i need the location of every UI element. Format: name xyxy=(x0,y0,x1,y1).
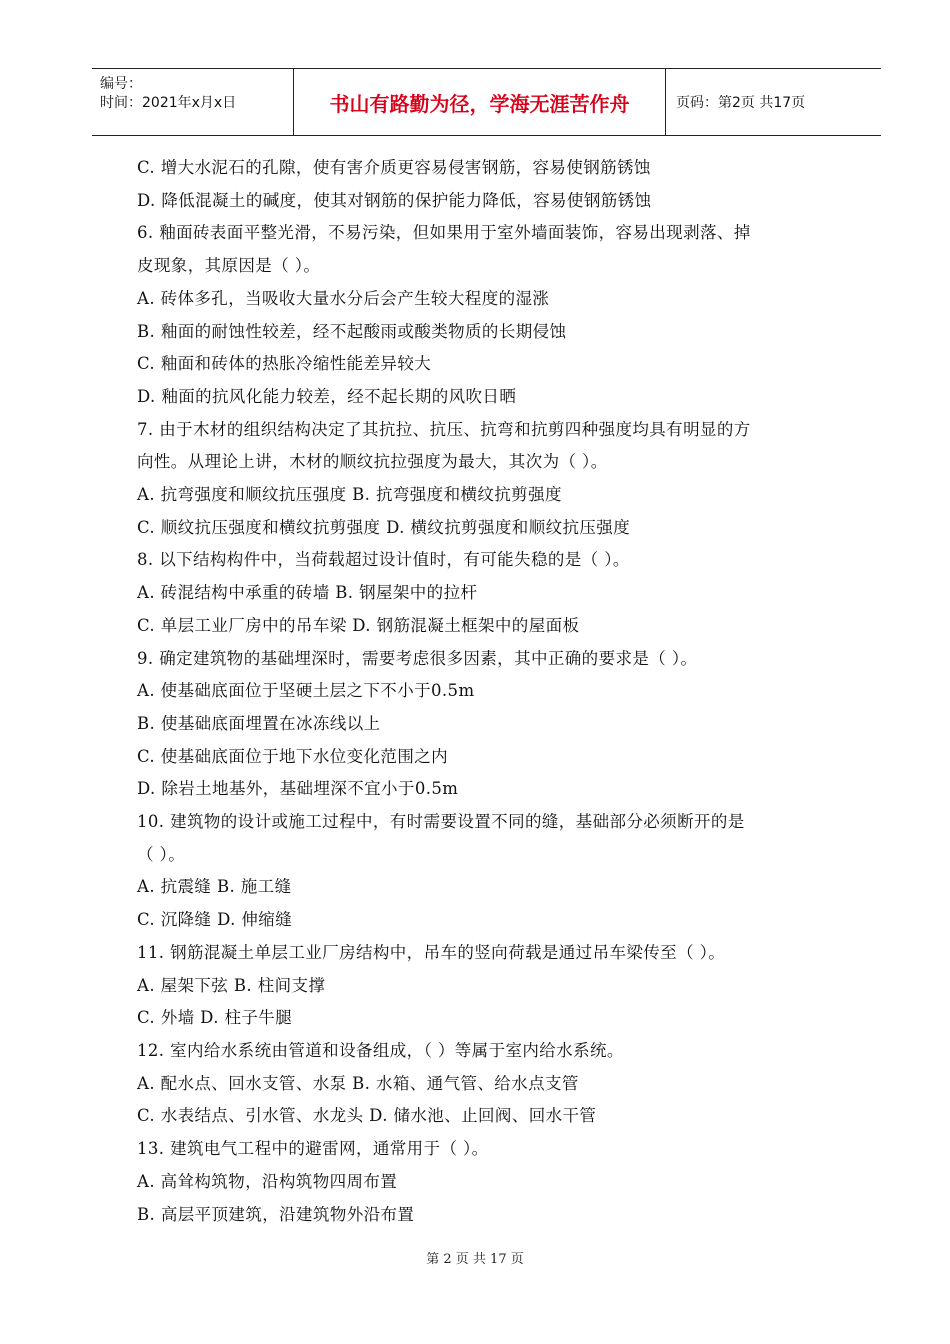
text-line: D. 除岩土地基外，基础埋深不宜小于0.5m xyxy=(137,779,459,799)
text-line: A. 高耸构筑物，沿构筑物四周布置 xyxy=(137,1171,398,1191)
text-line: 11. 钢筋混凝土单层工业厂房结构中，吊车的竖向荷载是通过吊车梁传至（ ）。 xyxy=(137,942,726,962)
header-page-info: 页码：第2页 共17页 xyxy=(676,95,806,111)
text-line: C. 外墙 D. 柱子牛腿 xyxy=(137,1008,293,1028)
text-line: A. 配水点、回水支管、水泵 B. 水箱、通气管、给水点支管 xyxy=(137,1073,579,1093)
page-footer: 第 2 页 共 17 页 xyxy=(426,1252,524,1267)
text-line: D. 降低混凝土的碱度，使其对钢筋的保护能力降低，容易使钢筋锈蚀 xyxy=(137,190,652,210)
text-line: 13. 建筑电气工程中的避雷网，通常用于（ ）。 xyxy=(137,1139,489,1159)
text-line: A. 屋架下弦 B. 柱间支撑 xyxy=(137,975,326,995)
text-line: A. 使基础底面位于坚硬土层之下不小于0.5m xyxy=(137,681,475,701)
text-line: A. 砖体多孔，当吸收大量水分后会产生较大程度的湿涨 xyxy=(137,288,550,308)
text-line: B. 釉面的耐蚀性较差，经不起酸雨或酸类物质的长期侵蚀 xyxy=(137,321,567,341)
text-line: D. 釉面的抗风化能力较差，经不起长期的风吹日晒 xyxy=(137,386,517,406)
text-line: C. 使基础底面位于地下水位变化范围之内 xyxy=(137,746,449,766)
text-line: 9. 确定建筑物的基础埋深时，需要考虑很多因素，其中正确的要求是（ ）。 xyxy=(137,648,698,668)
header-motto: 书山有路勤为径，学海无涯苦作舟 xyxy=(294,69,666,135)
document-number-label: 编号： xyxy=(100,76,142,92)
text-line: 10. 建筑物的设计或施工过程中，有时需要设置不同的缝，基础部分必须断开的是 xyxy=(137,812,745,832)
text-line: A. 砖混结构中承重的砖墙 B. 钢屋架中的拉杆 xyxy=(137,583,478,603)
text-line: C. 单层工业厂房中的吊车梁 D. 钢筋混凝土框架中的屋面板 xyxy=(137,615,580,635)
text-line: C. 沉降缝 D. 伸缩缝 xyxy=(137,910,293,930)
text-line: B. 高层平顶建筑，沿建筑物外沿布置 xyxy=(137,1204,415,1224)
text-line: 8. 以下结构构件中，当荷载超过设计值时，有可能失稳的是（ ）。 xyxy=(137,550,630,570)
page-header xyxy=(92,68,881,136)
text-line: 12. 室内给水系统由管道和设备组成，（ ）等属于室内给水系统。 xyxy=(137,1040,624,1060)
text-line: 6. 釉面砖表面平整光滑，不易污染，但如果用于室外墙面装饰，容易出现剥落、掉 xyxy=(137,223,751,243)
text-line: 7. 由于木材的组织结构决定了其抗拉、抗压、抗弯和抗剪四种强度均具有明显的方 xyxy=(137,419,751,439)
text-line: C. 釉面和砖体的热胀冷缩性能差异较大 xyxy=(137,354,432,374)
text-line: （ ）。 xyxy=(137,844,186,864)
text-line: B. 使基础底面埋置在冰冻线以上 xyxy=(137,713,381,733)
text-line: C. 增大水泥石的孔隙，使有害介质更容易侵害钢筋，容易使钢筋锈蚀 xyxy=(137,158,651,177)
text-line: A. 抗震缝 B. 施工缝 xyxy=(137,877,292,897)
document-time-label: 时间：2021年x月x日 xyxy=(100,95,237,111)
text-line: 皮现象，其原因是（ ）。 xyxy=(137,256,321,276)
text-line: C. 顺纹抗压强度和横纹抗剪强度 D. 横纹抗剪强度和顺纹抗压强度 xyxy=(137,517,631,537)
text-line: C. 水表结点、引水管、水龙头 D. 储水池、止回阀、回水干管 xyxy=(137,1106,597,1126)
document-body xyxy=(137,152,837,1231)
header-meta-cell xyxy=(92,69,294,135)
text-line: 向性。从理论上讲，木材的顺纹抗拉强度为最大，其次为（ ）。 xyxy=(137,452,608,472)
text-line: A. 抗弯强度和顺纹抗压强度 B. 抗弯强度和横纹抗剪强度 xyxy=(137,485,562,505)
